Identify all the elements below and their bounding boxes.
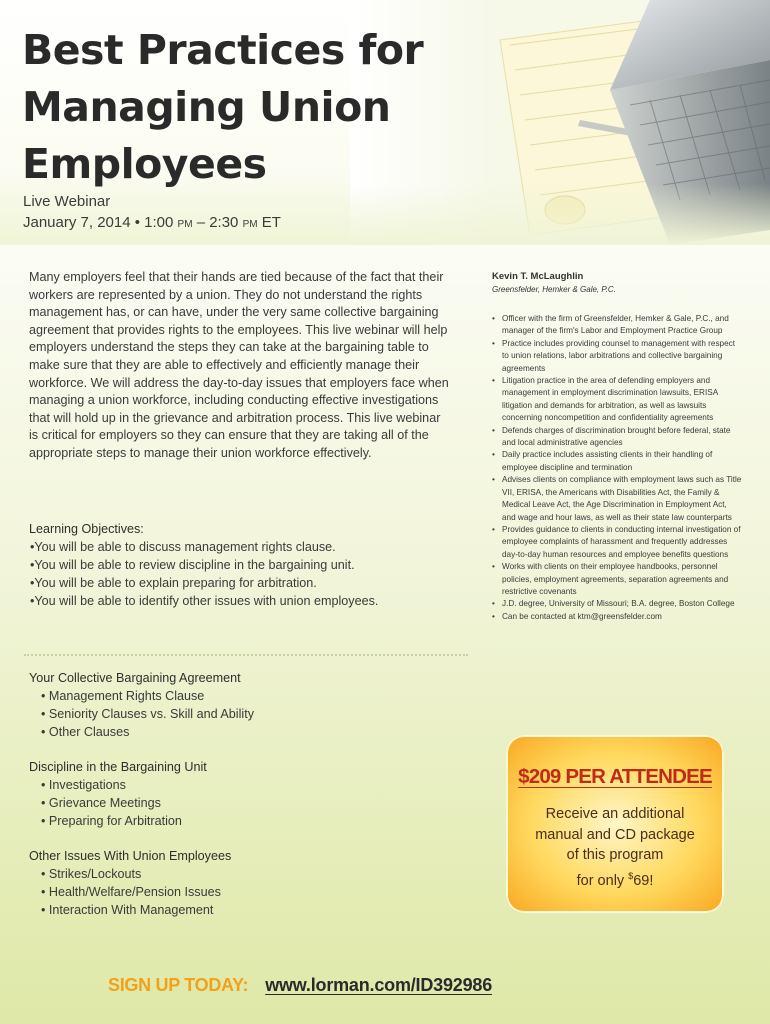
learning-objectives <box>29 520 459 610</box>
signup-label: SIGN UP TODAY: <box>108 975 249 995</box>
speaker-bio-list <box>492 313 742 623</box>
price-box <box>506 735 724 913</box>
time-separator: – 2:30 <box>192 214 243 231</box>
package-offer <box>520 804 710 891</box>
bio-item: • J.D. degree, University of Missouri; B.A. degree, Boston College <box>492 598 742 610</box>
offer-prefix: for only <box>576 872 629 889</box>
event-date <box>23 214 281 231</box>
agenda-item: • Grievance Meetings <box>41 796 161 810</box>
bio-item: • Daily practice includes assisting clients in their handling of employee discipline and termination <box>492 449 742 474</box>
bio-item: • Litigation practice in the area of defending employers and management in employment discrimination lawsuits, ERISA litigation and demands for arbitration, as well as lawsuits concerning noncompetition and confidentiality agreements <box>492 375 742 425</box>
agenda-item: • Interaction With Management <box>41 903 214 917</box>
bio-item: • Practice includes providing counsel to management with respect to union relations, labor arbitrations and collective bargaining agreements <box>492 338 742 375</box>
start-time-suffix: PM <box>177 219 193 230</box>
header-banner <box>0 0 770 245</box>
offer-line <box>520 866 710 891</box>
offer-line: of this program <box>566 847 664 863</box>
bio-item: • Officer with the firm of Greensfelder, Hemker & Gale, P.C., and manager of the firm's Labor and Employment Practice Group <box>492 313 742 338</box>
signup-bar <box>108 975 492 996</box>
agenda-item: • Preparing for Arbitration <box>41 814 182 828</box>
price-per-attendee: $209 PER ATTENDEE <box>518 765 712 788</box>
objectives-heading: Learning Objectives: <box>29 522 144 536</box>
webinar-description: Many employers feel that their hands are tied because of the fact that their workers are represented by a union. They do not understand the rights management has, or can have, under the very same collective bargaining agreement that provides rights to the employees. This live webinar will help employers understand the steps they can take at the bargaining table to make sure that they are able to effectively and efficiently manage their workforce. We will address the day-to-day issues that employers face when managing a union workforce, including conducting effective investigations that will hold up in the grievance and arbitration process. This live webinar is critical for employers so they can ensure that they are taking all of the appropriate steps to manage their union workforce effectively. <box>29 270 449 460</box>
agenda-item: • Strikes/Lockouts <box>41 867 142 881</box>
bio-item: • Provides guidance to clients in conducting internal investigation of employee complaints of harassment and frequently addresses day-to-day human resources and employee benefits questions <box>492 524 742 561</box>
agenda-item: • Other Clauses <box>41 725 130 739</box>
agenda-item: • Health/Welfare/Pension Issues <box>41 885 221 899</box>
objective-item: •You will be able to explain preparing for arbitration. <box>30 576 317 590</box>
agenda-item: • Investigations <box>41 778 126 792</box>
time-zone: ET <box>257 214 281 231</box>
agenda-heading: Your Collective Bargaining Agreement <box>29 671 241 685</box>
agenda-section-other-issues <box>29 847 459 919</box>
agenda-section-discipline <box>29 758 459 830</box>
bio-item: • Works with clients on their employee handbooks, personnel policies, employment agreements, separation agreements and restrictive covenants <box>492 561 742 598</box>
offer-currency: $ <box>628 870 634 881</box>
event-date-day: January 7, 2014 • 1:00 <box>23 214 174 231</box>
event-type: Live Webinar <box>23 193 111 210</box>
speaker-name: Kevin T. McLaughlin <box>492 271 584 282</box>
page-title: Best Practices for Managing Union Employees <box>22 26 424 188</box>
speaker-firm: Greensfelder, Hemker & Gale, P.C. <box>492 285 616 294</box>
speaker-bio <box>492 271 742 623</box>
bio-item: • Can be contacted at ktm@greensfelder.com <box>492 611 742 623</box>
signup-link[interactable]: www.lorman.com/ID392986 <box>265 975 493 995</box>
bio-item: • Defends charges of discrimination brought before federal, state and local administrative agencies <box>492 425 742 450</box>
objective-item: •You will be able to discuss management rights clause. <box>30 540 336 554</box>
offer-line: Receive an additional <box>545 806 685 822</box>
section-divider <box>24 654 468 656</box>
agenda-section-cba <box>29 669 459 741</box>
objective-item: •You will be able to identify other issues with union employees. <box>30 594 379 608</box>
agenda-heading: Other Issues With Union Employees <box>29 849 232 863</box>
offer-amount: 69! <box>633 872 654 889</box>
end-time-suffix: PM <box>242 219 258 230</box>
agenda-heading: Discipline in the Bargaining Unit <box>29 760 207 774</box>
bio-item: • Advises clients on compliance with employment laws such as Title VII, ERISA, the Americans with Disabilities Act, the Family & Medical Leave Act, the Age Discrimination in Employment Act, and wage and hour laws, as well as their state law counterparts <box>492 474 742 524</box>
objective-item: •You will be able to review discipline in the bargaining unit. <box>30 558 355 572</box>
agenda-item: • Management Rights Clause <box>41 689 205 703</box>
offer-line: manual and CD package <box>535 826 695 843</box>
agenda-item: • Seniority Clauses vs. Skill and Ability <box>41 707 254 721</box>
